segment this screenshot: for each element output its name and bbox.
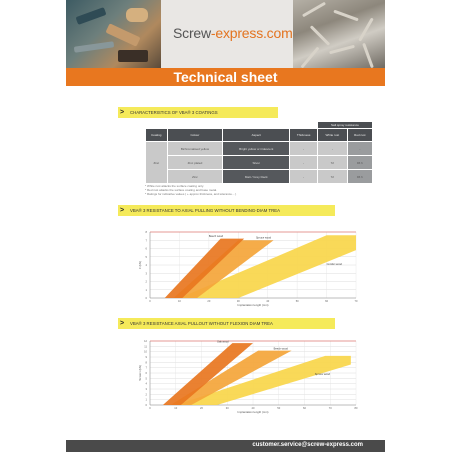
y-tick-label: 12 [144,340,147,343]
x-axis-label: Implantation length (mm) [237,410,269,414]
chart-1-svg [126,228,366,310]
y-tick-label: 6 [145,372,147,375]
y-tick-label: 7 [145,366,147,370]
y-tick-label: 4 [145,382,147,386]
scissor-arrow-icon: > [120,320,125,327]
y-axis-label: F (kN) [138,261,142,269]
screws-photo [293,0,385,68]
y-tick-label: 10 [144,350,147,354]
y-tick-label: 1 [145,398,147,402]
x-tick-label: 40 [266,300,270,303]
x-tick-label: 20 [200,407,203,410]
y-tick-label: 0 [145,404,147,407]
series-label: Spruce wood [314,373,330,377]
y-tick-label: 1 [145,288,147,292]
series-label: Beech wood [273,347,288,351]
table-notes: * White rust attacks the surface coating only. * Red rust attacks the surface coating and base metal. * Ratings for indicative values ( + approx thickness, and tolerance... ) [145,184,237,196]
y-tick-label: 2 [145,393,147,397]
x-tick-label: 50 [277,407,281,410]
x-tick-label: 10 [177,300,181,303]
section-header-axial-pulling: > VBA® 3 RESISTANCE TO AXIAL PULLING WITHOUT BENDING-DIAM TREA [118,205,335,216]
x-tick-label: 70 [328,407,332,410]
scissor-arrow-icon: > [120,109,125,116]
chart-2-svg [126,337,366,417]
y-tick-label: 2 [145,280,147,284]
x-tick-label: 0 [149,407,151,410]
chart-axial-pulling [126,228,366,310]
title-bar [66,68,385,86]
technical-sheet-page [66,0,385,452]
table-row: Zinc Matt / Grey black - 72 96 h [146,170,373,184]
x-tick-label: 30 [225,407,229,410]
y-tick-label: 7 [145,239,147,243]
x-tick-label: 60 [325,300,329,303]
y-tick-label: 8 [145,361,147,365]
footer-bar [66,440,385,452]
x-tick-label: 50 [295,300,299,303]
series-label: Oak wood [216,340,229,344]
x-tick-label: 0 [149,300,151,303]
section-header-axial-pullout: > VBA® 3 RESISTANCE AXIAL PULLOUT WITHOUT FLEXION DIAM TREA [118,318,335,329]
y-tick-label: 4 [145,264,147,267]
table-row: Zinc plated Silver - 72 96 h [146,156,373,170]
x-tick-label: 70 [354,300,358,303]
y-tick-label: 5 [145,377,147,381]
tools-photo [66,0,161,68]
footer-email[interactable]: customer.service@screw-express.com [252,442,363,448]
y-tick-label: 6 [145,247,147,251]
table-group-header: Salt spray resistance [317,122,372,129]
y-tick-label: 11 [144,345,147,349]
coatings-table [145,121,373,184]
table-header-row: Coating Colour Aspect Thickness White rust Red rust [146,129,373,142]
series-label: Spruce wood [255,236,272,240]
x-tick-label: 40 [251,407,255,410]
series-label: Conifer wood [326,263,342,266]
x-tick-label: 60 [303,407,306,410]
section-header-coatings: > CHARACTERISTICS OF VBA® 3 COATINGS [118,107,278,118]
chart-axial-pullout [126,337,366,417]
y-tick-label: 3 [145,272,147,276]
brand-logo: Screw-express.com [173,25,293,41]
x-axis-label: Implantation length (mm) [237,303,269,307]
y-axis-label: Tension (kN) [138,365,142,381]
y-tick-label: 0 [145,297,147,300]
table-row: Zinc Bichromatised yellow Bright yellow or iridescent - - - [146,142,373,156]
y-tick-label: 8 [145,231,147,234]
y-tick-label: 9 [145,356,147,359]
x-tick-label: 30 [236,300,240,303]
y-tick-label: 5 [145,255,147,259]
series-label: Beech wood [208,234,224,238]
page-title: Technical sheet [173,69,278,85]
x-tick-label: 80 [354,407,358,410]
header-banner [66,0,385,68]
x-tick-label: 20 [207,300,211,303]
x-tick-label: 10 [174,407,178,410]
scissor-arrow-icon: > [120,207,125,214]
y-tick-label: 3 [145,388,147,391]
